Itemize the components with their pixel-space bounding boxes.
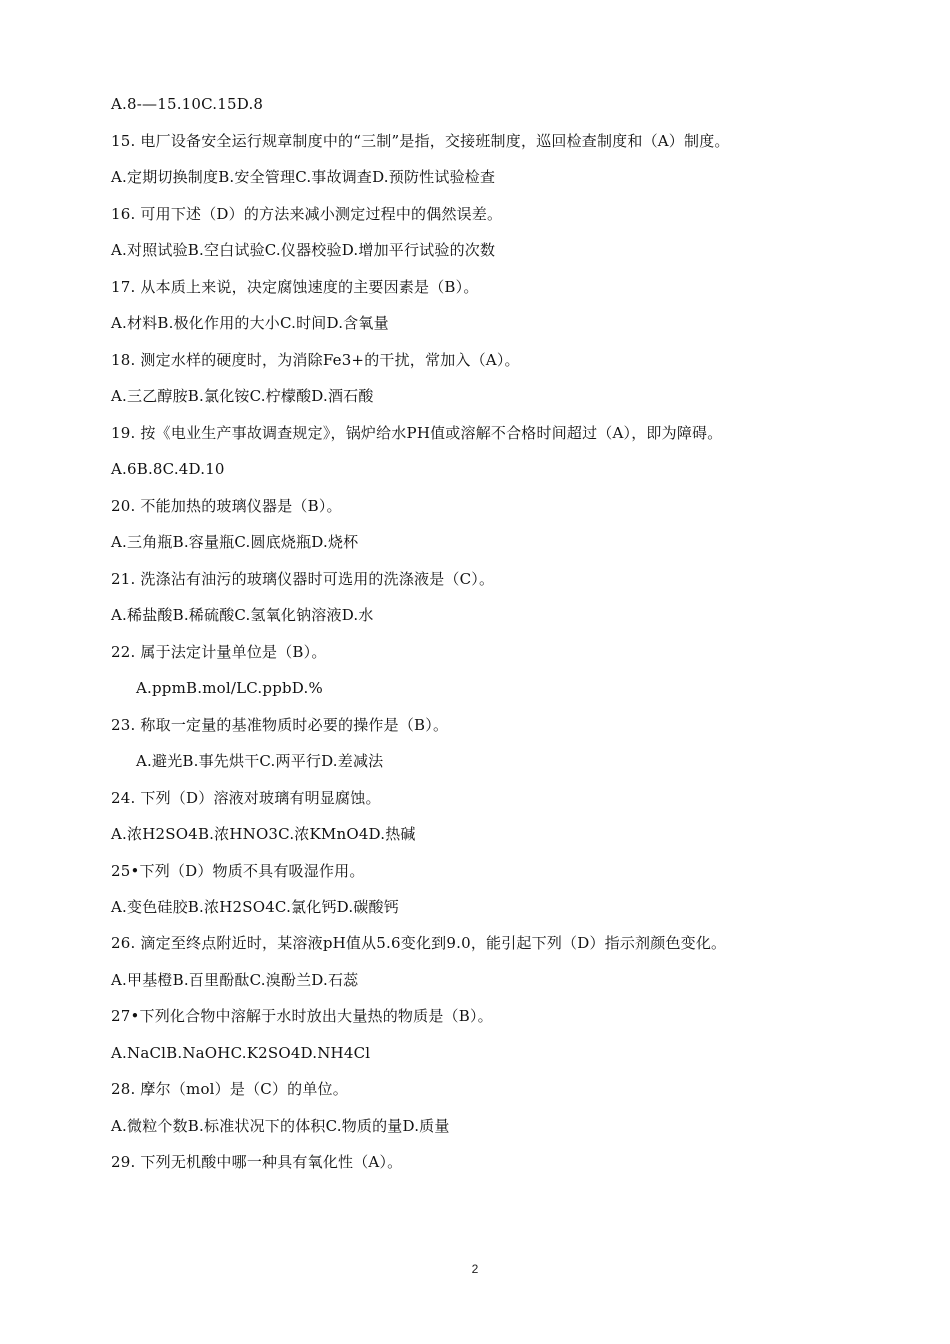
answer-options-20: A.三角瓶B.容量瓶C.圆底烧瓶D.烧杯 (111, 533, 359, 551)
answer-options-28: A.微粒个数B.标准状况下的体积C.物质的量D.质量 (111, 1117, 450, 1135)
question-22: 22. 属于法定计量单位是（B）。 (111, 643, 327, 661)
question-18: 18. 测定水样的硬度时，为消除Fe3+的干扰，常加入（A）。 (111, 351, 520, 369)
question-28: 28. 摩尔（mol）是（C）的单位。 (111, 1080, 348, 1098)
question-29: 29. 下列无机酸中哪一种具有氧化性（A）。 (111, 1153, 403, 1171)
answer-options-line: A.8-—15.10C.15D.8 (111, 95, 264, 113)
answer-options-22: A.ppmB.mol/LC.ppbD.% (136, 679, 323, 697)
question-27: 27•下列化合物中溶解于水时放出大量热的物质是（B）。 (111, 1007, 493, 1025)
answer-options-18: A.三乙醇胺B.氯化铵C.柠檬酸D.酒石酸 (111, 387, 374, 405)
question-26: 26. 滴定至终点附近时，某溶液pH值从5.6变化到9.0，能引起下列（D）指示剂颜色变化。 (111, 934, 727, 952)
question-19: 19. 按《电业生产事故调查规定》，锅炉给水PH值或溶解不合格时间超过（A），即为障碍。 (111, 424, 723, 442)
answer-options-17: A.材料B.极化作用的大小C.时间D.含氧量 (111, 314, 389, 332)
answer-options-16: A.对照试验B.空白试验C.仪器校验D.增加平行试验的次数 (111, 241, 496, 259)
answer-options-23: A.避光B.事先烘干C.两平行D.差减法 (136, 752, 384, 770)
question-25: 25•下列（D）物质不具有吸湿作用。 (111, 862, 365, 880)
question-23: 23. 称取一定量的基准物质时必要的操作是（B）。 (111, 716, 449, 734)
question-21: 21. 洗涤沾有油污的玻璃仪器时可选用的洗涤液是（C）。 (111, 570, 495, 588)
answer-options-21: A.稀盐酸B.稀硫酸C.氢氧化钠溶液D.水 (111, 606, 374, 624)
question-24: 24. 下列（D）溶液对玻璃有明显腐蚀。 (111, 789, 381, 807)
answer-options-26: A.甲基橙B.百里酚酞C.溴酚兰D.石蕊 (111, 971, 359, 989)
answer-options-15: A.定期切换制度B.安全管理C.事故调查D.预防性试验检查 (111, 168, 496, 186)
question-17: 17. 从本质上来说，决定腐蚀速度的主要因素是（B）。 (111, 278, 479, 296)
answer-options-27: A.NaClB.NaOHC.K2SO4D.NH4Cl (111, 1044, 371, 1062)
answer-options-19: A.6B.8C.4D.10 (111, 460, 225, 478)
question-16: 16. 可用下述（D）的方法来减小测定过程中的偶然误差。 (111, 205, 503, 223)
answer-options-25: A.变色硅胶B.浓H2SO4C.氯化钙D.碳酸钙 (111, 898, 399, 916)
page-number: 2 (471, 1262, 479, 1276)
question-15: 15. 电厂设备安全运行规章制度中的“三制”是指，交接班制度，巡回检查制度和（A）制度。 (111, 132, 730, 150)
question-20: 20. 不能加热的玻璃仪器是（B）。 (111, 497, 342, 515)
answer-options-24: A.浓H2SO4B.浓HNO3C.浓KMnO4D.热碱 (111, 825, 416, 843)
